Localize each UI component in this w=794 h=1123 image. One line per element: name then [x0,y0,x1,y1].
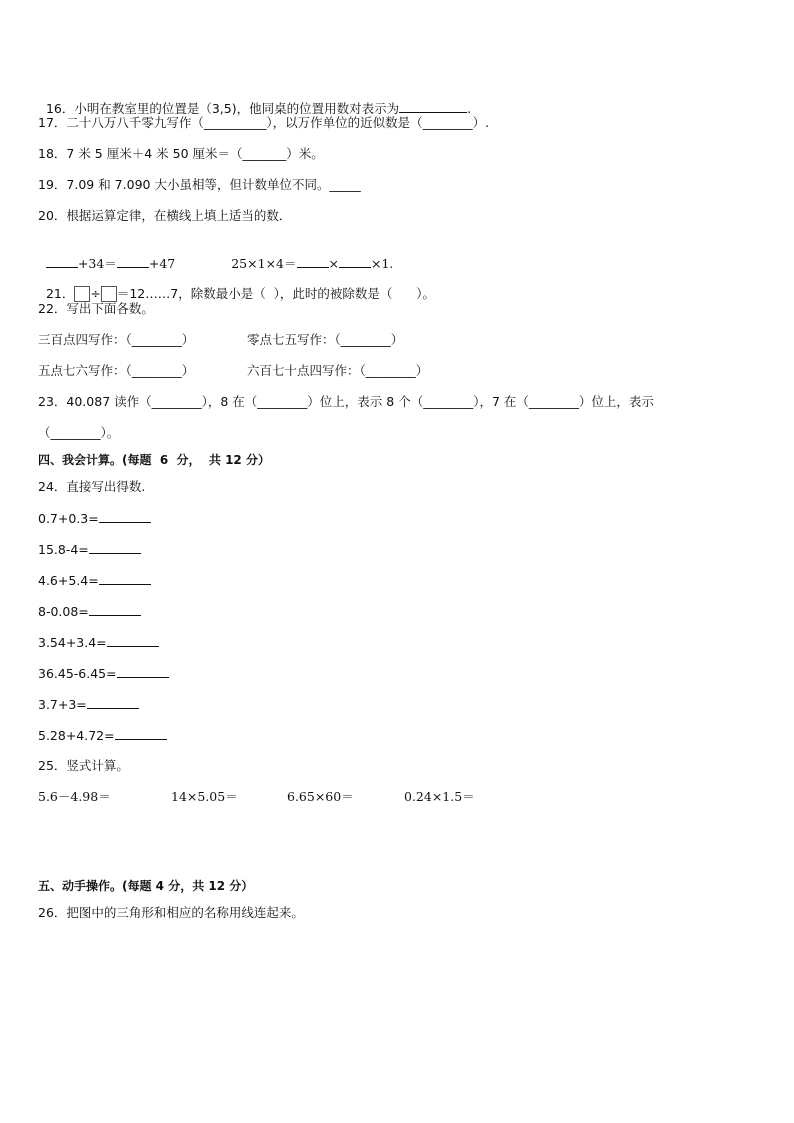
calc-expression: 5.28+4.72= [38,728,115,743]
answer-blank[interactable] [339,255,371,268]
answer-blank[interactable] [89,603,141,616]
answer-blank[interactable] [99,572,151,585]
q22-row2-right: 六百七十点四写作：（________） [247,363,429,378]
question-18: 18．7 米 5 厘米＋4 米 50 厘米＝（_______）米。 [38,146,324,161]
q22-row1-right: 零点七五写作：（________） [247,332,404,347]
calc-item [38,603,141,620]
question-16-end: . [467,101,472,116]
answer-blank[interactable] [117,255,149,268]
question-23-line2: （________）。 [38,425,120,440]
calc-expression: 15.8-4= [38,542,89,557]
answer-blank[interactable] [297,255,329,268]
answer-blank[interactable] [46,255,78,268]
calc-item [38,727,167,744]
question-16-text: 16．小明在教室里的位置是（3,5)，他同桌的位置用数对表示为 [45,101,400,116]
question-20: 20．根据运算定律，在横线上填上适当的数． [38,208,292,223]
expr2-part-a: 25×1×4＝ [231,256,297,271]
calc-item [38,572,151,589]
question-17: 17．二十八万八千零九写作（__________），以万作单位的近似数是（________）. [38,115,490,130]
expr1-part-a: +34＝ [77,256,117,271]
expr2-part-c: ×1. [370,256,394,271]
q22-row2-left: 五点七六写作：（________） [38,363,195,378]
question-21 [38,270,435,302]
answer-blank[interactable] [89,541,141,554]
expr2-part-b: × [328,256,339,271]
calc-expression: 3.7+3= [38,697,87,712]
calc-item [38,634,159,651]
answer-blank[interactable] [399,100,467,113]
answer-blank[interactable] [117,665,169,678]
vertical-calc-item: 6.65×60＝ [287,789,354,804]
question-25: 25．竖式计算。 [38,758,129,773]
question-16 [38,84,471,117]
answer-blank[interactable] [115,727,167,740]
section-4-title: 四、我会计算。(每题 6 分， 共 12 分） [38,453,270,467]
section-5-title: 五、动手操作。(每题 4 分，共 12 分） [38,879,254,893]
calc-expression: 36.45-6.45= [38,666,117,681]
question-22: 22．写出下面各数。 [38,301,154,316]
vertical-calc-item: 5.6－4.98＝ [38,789,111,804]
calc-item [38,696,139,713]
answer-blank[interactable] [87,696,139,709]
dividend-box[interactable] [74,286,90,302]
calc-item [38,665,169,682]
vertical-calc-item: 14×5.05＝ [171,789,238,804]
question-21-number: 21． [45,286,75,301]
answer-blank[interactable] [107,634,159,647]
question-20-expressions [38,239,393,272]
expr1-part-b: +47 [148,256,176,271]
calc-item [38,510,151,527]
q22-row1-left: 三百点四写作：（________） [38,332,195,347]
calc-expression: 4.6+5.4= [38,573,99,588]
answer-blank[interactable] [99,510,151,523]
calc-expression: 8-0.08= [38,604,89,619]
question-26: 26．把图中的三角形和相应的名称用线连起来。 [38,905,304,920]
division-sign: ÷ [90,286,101,301]
vertical-calc-item: 0.24×1.5＝ [404,789,475,804]
calc-item [38,541,141,558]
question-23-line1: 23．40.087 读作（________），8 在（________）位上，表示 8 个（________），7 在（________）位上，表示 [38,394,654,409]
question-19: 19．7.09 和 7.090 大小虽相等，但计数单位不同。_____ [38,177,361,192]
calc-expression: 3.54+3.4= [38,635,107,650]
question-24: 24．直接写出得数. [38,479,146,494]
divisor-box[interactable] [101,286,117,302]
question-21-text: ＝12……7，除数最小是（ ），此时的被除数是（ ）。 [116,286,435,301]
calc-expression: 0.7+0.3= [38,511,99,526]
